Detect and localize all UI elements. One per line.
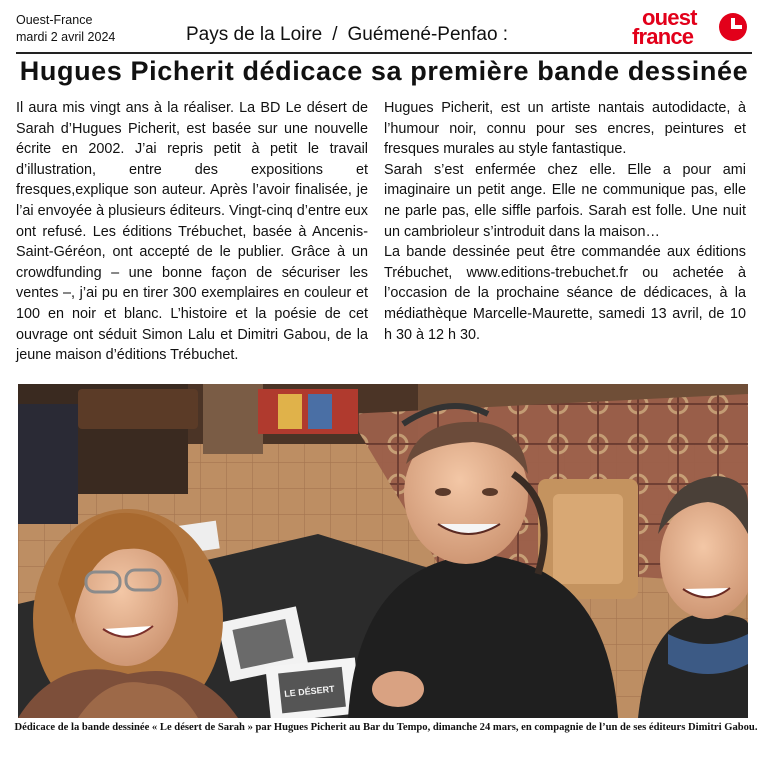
logo-circle-icon: [718, 12, 748, 42]
body-paragraph: Il aura mis vingt ans à la réaliser. La BD Le désert de Sarah d’Hugues Picherit, est basée sur une nouvelle écrite en 2002. J’ai repris petit à petit le travail d’illustration, entre des expositions et fresques,explique son auteur. Après l’avoir finalisée, je l’ai envoyée à plusieurs éditeurs. Vingt-cinq d’entre eux ont refusé. Les éditions Trébuchet, basée à Ancenis-Saint-Géréon, ont accepté de le publier. Grâce à un crowdfunding – une bonne façon de sécuriser les ventes –, j’ai pu en tirer 300 exemplaires en couleur et 100 en noir et blanc. L’histoire et la poésie de cet ouvrage ont séduit Simon Lalu et Dimitri Gabou, de la jeune maison d’éditions Trébuchet.: [16, 100, 368, 364]
logo-word-ouest: ouest: [642, 5, 697, 30]
section-heading: [186, 24, 508, 46]
logo-word-france: france: [632, 24, 694, 49]
ouest-france-logo: [626, 6, 748, 50]
region-label: Pays de la Loire: [186, 24, 323, 45]
header-rule: [16, 52, 752, 54]
article-headline: Hugues Picherit dédicace sa première bande dessinée: [19, 56, 749, 86]
source-name: Ouest-France: [16, 13, 93, 27]
region-separator: /: [332, 24, 338, 45]
article-photo: [18, 384, 748, 718]
publication-info: [16, 12, 115, 46]
photo-caption: Dédicace de la bande dessinée « Le désert de Sarah » par Hugues Picherit au Bar du Tempo, dimanche 24 mars, en compagnie de l’un de ses éditeurs Dimitri Gabou.: [14, 722, 758, 733]
town-label: Guémené-Penfao :: [347, 24, 509, 45]
publication-date: mardi 2 avril 2024: [16, 30, 116, 44]
body-paragraph: La bande dessinée peut être commandée aux éditions Trébuchet, www.editions-trebuchet.fr ou achetée à l’occasion de la prochaine séance de dédicaces, à la médiathèque Marcelle-Maurette, samedi 13 avril, de 10 h 30 à 12 h 30.: [384, 244, 746, 343]
body-paragraph: Sarah s’est enfermée chez elle. Elle a pour ami imaginaire un petit ange. Elle ne communique pas, elle ne parle pas, elle siffle parfois. Sarah est folle. Une nuit un cambrioleur s’introduit dans la maison…: [384, 161, 746, 240]
body-paragraph: Hugues Picherit, est un artiste nantais autodidacte, à l’humour noir, connu pour ses encres, peintures et fresques murales au style fantastique.: [384, 100, 746, 158]
book-cover-title: LE DÉSERT: [283, 683, 336, 699]
article-column-right: [384, 98, 746, 345]
article-column-left: [16, 98, 368, 366]
